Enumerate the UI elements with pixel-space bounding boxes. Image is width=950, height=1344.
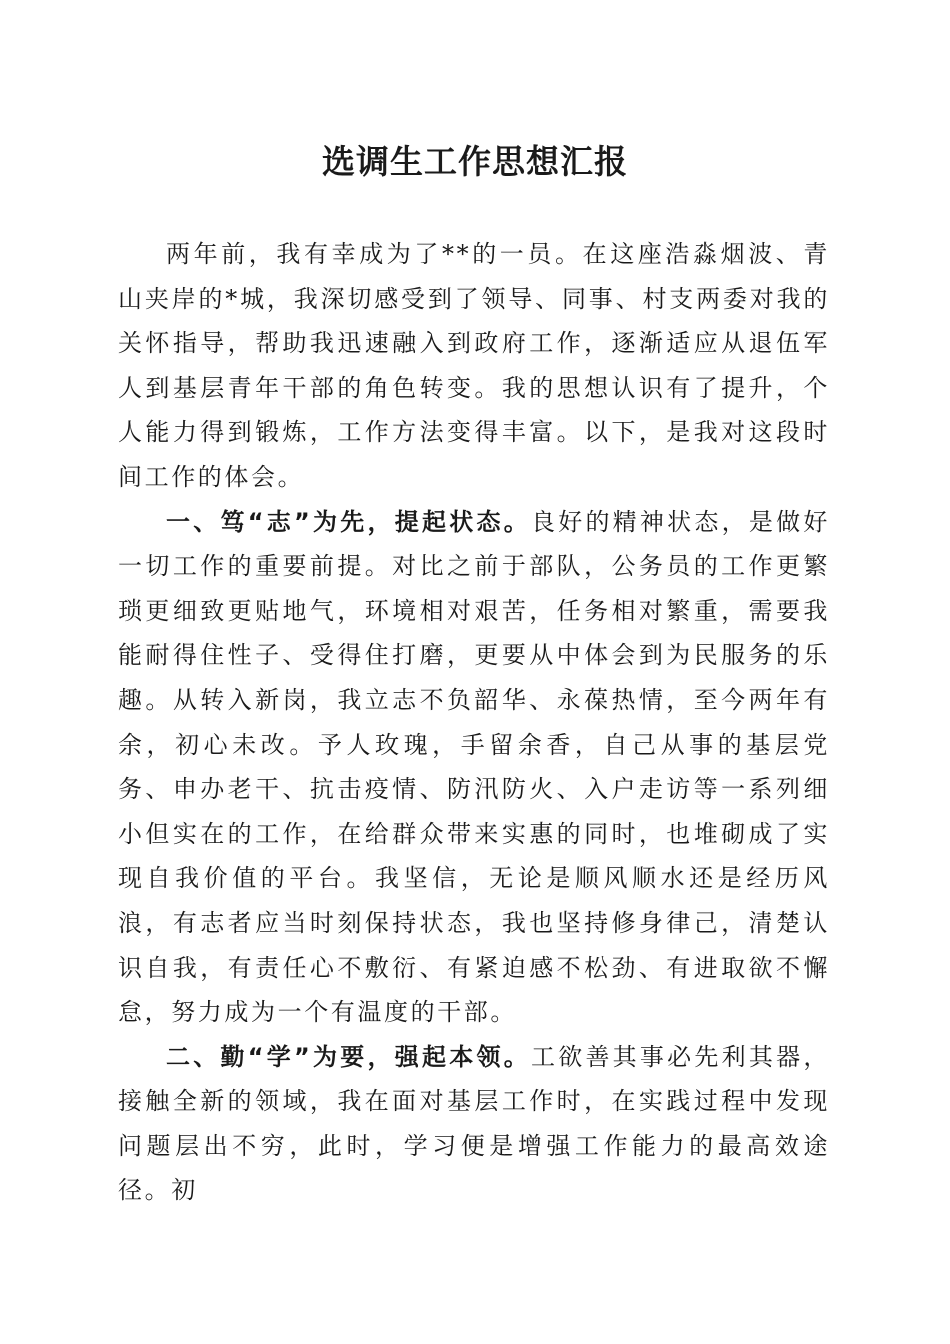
paragraph-text: 两年前，我有幸成为了**的一员。在这座浩淼烟波、青山夹岸的*城，我深切感受到了领导、同事、村支两委对我的关怀指导，帮助我迅速融入到政府工作，逐渐适应从退伍军人到基层青年干部的角色转变。我的思想认识有了提升，个人能力得到锻炼，工作方法变得丰富。以下，是我对这段时间工作的体会。: [118, 240, 830, 491]
paragraph-intro: [118, 232, 830, 500]
paragraph-section-1: [118, 500, 830, 1035]
paragraph-text: 工欲善其事必先利其器，接触全新的领域，我在面对基层工作时，在实践过程中发现问题层出不穷，此时，学习便是增强工作能力的最高效途径。初: [118, 1042, 830, 1205]
document-body: [118, 232, 830, 1213]
section-heading: 一、笃“志”为先，提起状态。: [166, 507, 531, 536]
paragraph-section-2: [118, 1035, 830, 1213]
section-heading: 二、勤“学”为要，强起本领。: [166, 1042, 531, 1071]
paragraph-text: 良好的精神状态，是做好一切工作的重要前提。对比之前于部队，公务员的工作更繁琐更细致更贴地气，环境相对艰苦，任务相对繁重，需要我能耐得住性子、受得住打磨，更要从中体会到为民服务的乐趣。从转入新岗，我立志不负韶华、永葆热情，至今两年有余，初心未改。予人玫瑰，手留余香，自己从事的基层党务、申办老干、抗击疫情、防汛防火、入户走访等一系列细小但实在的工作，在给群众带来实惠的同时，也堆砌成了实现自我价值的平台。我坚信，无论是顺风顺水还是经历风浪，有志者应当时刻保持状态，我也坚持修身律己，清楚认识自我，有责任心不敷衍、有紧迫感不松劲、有进取欲不懈怠，努力成为一个有温度的干部。: [118, 507, 830, 1027]
document-title: 选调生工作思想汇报: [322, 142, 628, 181]
